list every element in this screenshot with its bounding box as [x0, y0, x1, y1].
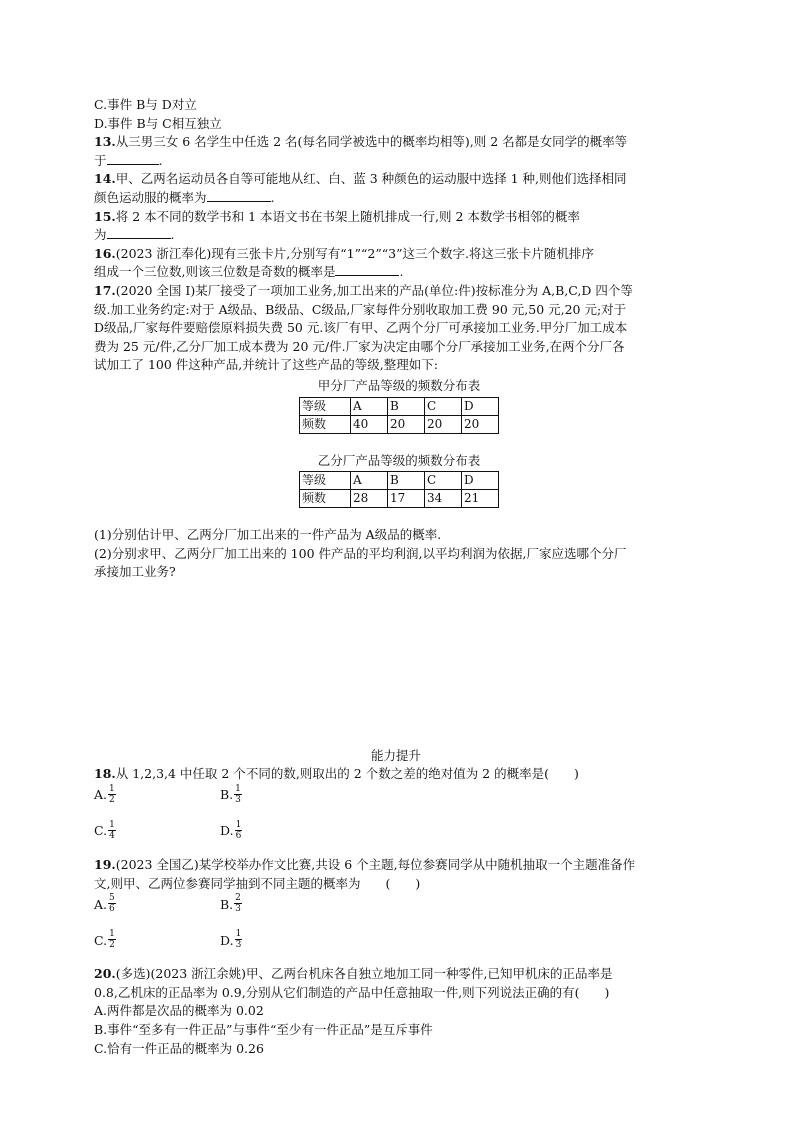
- option-c[interactable]: C.恰有一件正品的概率为 0.26: [94, 1040, 264, 1056]
- fraction: [108, 893, 116, 914]
- option-a[interactable]: [94, 784, 116, 805]
- options-18: [94, 784, 698, 820]
- table-cell: 40: [351, 415, 388, 433]
- sub-question-1: (1)分别估计甲、乙两分厂加工出来的一件产品为 A级品的概率.: [94, 527, 442, 543]
- table-cell: D: [462, 472, 499, 490]
- answer-blank[interactable]: [107, 226, 171, 239]
- option-a[interactable]: [94, 893, 116, 914]
- numerator: 1: [109, 820, 115, 831]
- question-text: .: [399, 264, 404, 280]
- table-row: [300, 472, 499, 490]
- option-label: A.: [94, 896, 108, 912]
- denominator: 3: [235, 904, 241, 915]
- table-cell: B: [388, 472, 425, 490]
- answer-blank[interactable]: [107, 152, 159, 165]
- question-text: 从三男三女 6 名学生中任选 2 名(每名同学被选中的概率均相等),则 2 名都是女同学的概率等: [115, 134, 628, 150]
- question-text: (2023 全国乙)某学校举办作文比赛,共设 6 个主题,每位参赛同学从中随机抽取一个主题准备作: [115, 857, 636, 873]
- question-text: 试加工了 100 件这种产品,并统计了这些产品的等级,整理如下:: [94, 357, 438, 373]
- option-label: D.: [220, 823, 234, 839]
- table-cell: 17: [388, 490, 425, 508]
- table-cell: A: [351, 472, 388, 490]
- denominator: 6: [235, 831, 242, 842]
- question-number: 13.: [94, 134, 116, 150]
- options-19: [94, 893, 698, 929]
- table-cell: B: [388, 397, 425, 415]
- question-text: 组成一个三位数,则该三位数是奇数的概率是: [94, 264, 336, 280]
- table-cell: 频数: [300, 490, 351, 508]
- table-caption: 乙分厂产品等级的频数分布表: [317, 452, 481, 468]
- question-number: 17.: [94, 282, 116, 298]
- question-text: 费为 25 元/件,乙分厂加工成本费为 20 元/件.厂家为决定由哪个分厂承接加工业务,在两个分厂各: [94, 338, 625, 354]
- fraction: [108, 820, 116, 841]
- denominator: 4: [109, 831, 115, 842]
- question-text: 颜色运动服的概率为: [94, 189, 207, 205]
- sub-question-2: (2)分别求甲、乙两分厂加工出来的 100 件产品的平均利润,以平均利润为依据,厂家应选哪个分厂: [94, 545, 627, 561]
- frequency-table-yi: [299, 471, 499, 508]
- numerator: 1: [235, 784, 241, 795]
- numerator: 2: [235, 893, 241, 904]
- table-cell: C: [425, 472, 462, 490]
- question-13: [94, 133, 698, 152]
- question-number: 19.: [94, 857, 116, 873]
- option-b[interactable]: B.事件“至多有一件正品”与事件“至少有一件正品”是互斥事件: [94, 1022, 433, 1038]
- option-d[interactable]: [220, 820, 242, 841]
- denominator: 2: [109, 940, 115, 951]
- fraction: [108, 929, 116, 950]
- table-row: [300, 397, 499, 415]
- question-text: 级.加工业务约定:对于 A级品、B级品、C级品,厂家每件分别收取加工费 90 元,50 元,20 元;对于: [94, 301, 627, 317]
- question-14-cont: [94, 189, 698, 208]
- table-cell: C: [425, 397, 462, 415]
- question-text: (2020 全国 Ⅰ)某厂接受了一项加工业务,加工出来的产品(单位:件)按标准分为 A,B,C,D 四个等: [115, 282, 633, 298]
- fraction: [235, 820, 243, 841]
- page-content: [94, 96, 698, 1058]
- denominator: 6: [109, 904, 115, 915]
- question-text: 从 1,2,3,4 中任取 2 个不同的数,则取出的 2 个数之差的绝对值为 2 的概率是( ): [115, 766, 579, 782]
- answer-blank[interactable]: [335, 263, 399, 276]
- table-cell: D: [462, 397, 499, 415]
- question-16: [94, 245, 698, 264]
- table-cell: 20: [425, 415, 462, 433]
- question-number: 18.: [94, 766, 116, 782]
- question-text: 甲、乙两名运动员各自等可能地从红、白、蓝 3 种颜色的运动服中选择 1 种,则他们选择相同: [115, 171, 627, 187]
- question-19: [94, 856, 698, 875]
- option-c-prev: C.事件 B与 D对立: [94, 97, 197, 112]
- option-b[interactable]: [220, 784, 242, 805]
- numerator: 5: [109, 893, 115, 904]
- fraction: [235, 929, 243, 950]
- table-row: [300, 490, 499, 508]
- question-16-cont: [94, 263, 698, 282]
- table-cell: 21: [462, 490, 499, 508]
- question-15: [94, 208, 698, 227]
- numerator: 1: [235, 820, 242, 831]
- frequency-table-jia: [299, 397, 499, 434]
- numerator: 1: [109, 784, 115, 795]
- table-cell: 28: [351, 490, 388, 508]
- sub-question-2-cont: 承接加工业务?: [94, 564, 176, 580]
- question-15-cont: [94, 226, 698, 245]
- options-19-row2: [94, 929, 698, 965]
- denominator: 3: [235, 940, 242, 951]
- option-label: A.: [94, 787, 108, 803]
- option-label: B.: [220, 787, 234, 803]
- question-20-cont: 0.8,乙机床的正品率为 0.9,分别从它们制造的产品中任意抽取一件,则下列说法正确的有( ): [94, 984, 610, 1000]
- question-text: .: [158, 152, 163, 168]
- table-row: [300, 415, 499, 433]
- question-number: 16.: [94, 245, 116, 261]
- table-cell: 等级: [300, 397, 351, 415]
- table-cell: 频数: [300, 415, 351, 433]
- denominator: 2: [109, 795, 115, 806]
- option-label: B.: [220, 896, 234, 912]
- question-text: D级品,厂家每件要赔偿原料损失费 50 元.该厂有甲、乙两个分厂可承接加工业务.甲分厂加工成本: [94, 320, 628, 336]
- option-label: C.: [94, 823, 108, 839]
- section-title: 能力提升: [370, 747, 421, 763]
- option-c[interactable]: [94, 820, 116, 841]
- answer-blank[interactable]: [207, 189, 271, 202]
- option-label: D.: [220, 932, 234, 948]
- question-19-cont: 文,则甲、乙两位参赛同学抽到不同主题的概率为 ( ): [94, 875, 421, 891]
- option-d-prev: D.事件 B与 C相互独立: [94, 115, 222, 131]
- denominator: 3: [235, 795, 241, 806]
- option-d[interactable]: [220, 929, 242, 950]
- option-c[interactable]: [94, 929, 116, 950]
- question-20: [94, 965, 698, 984]
- answer-space: [94, 582, 698, 747]
- question-text: .: [170, 227, 175, 243]
- question-text: 于: [94, 152, 107, 168]
- question-text: 将 2 本不同的数学书和 1 本语文书在书架上随机排成一行,则 2 本数学书相邻的概率: [115, 208, 580, 224]
- options-18-row2: [94, 820, 698, 856]
- numerator: 1: [109, 929, 115, 940]
- question-17: [94, 282, 698, 301]
- option-label: C.: [94, 932, 108, 948]
- question-text: (多选)(2023 浙江余姚)甲、乙两台机床各自独立地加工同一种零件,已知甲机床的正品率是: [115, 966, 613, 982]
- fraction: [108, 784, 116, 805]
- question-text: .: [270, 189, 275, 205]
- table-caption: 甲分厂产品等级的频数分布表: [317, 377, 481, 393]
- question-text: 为: [94, 227, 107, 243]
- question-text: (2023 浙江奉化)现有三张卡片,分别写有“1”“2”“3”这三个数字.将这三张卡片随机排序: [115, 245, 594, 261]
- option-b[interactable]: [220, 893, 242, 914]
- fraction: [234, 893, 242, 914]
- numerator: 1: [235, 929, 242, 940]
- question-18: [94, 765, 698, 784]
- table-cell: 20: [388, 415, 425, 433]
- table-cell: 20: [462, 415, 499, 433]
- question-13-cont: [94, 152, 698, 171]
- question-number: 20.: [94, 966, 116, 982]
- fraction: [234, 784, 242, 805]
- question-number: 15.: [94, 208, 116, 224]
- table-cell: 等级: [300, 472, 351, 490]
- table-cell: 34: [425, 490, 462, 508]
- option-a[interactable]: A.两件都是次品的概率为 0.02: [94, 1003, 264, 1019]
- table-cell: A: [351, 397, 388, 415]
- question-14: [94, 170, 698, 189]
- question-number: 14.: [94, 171, 116, 187]
